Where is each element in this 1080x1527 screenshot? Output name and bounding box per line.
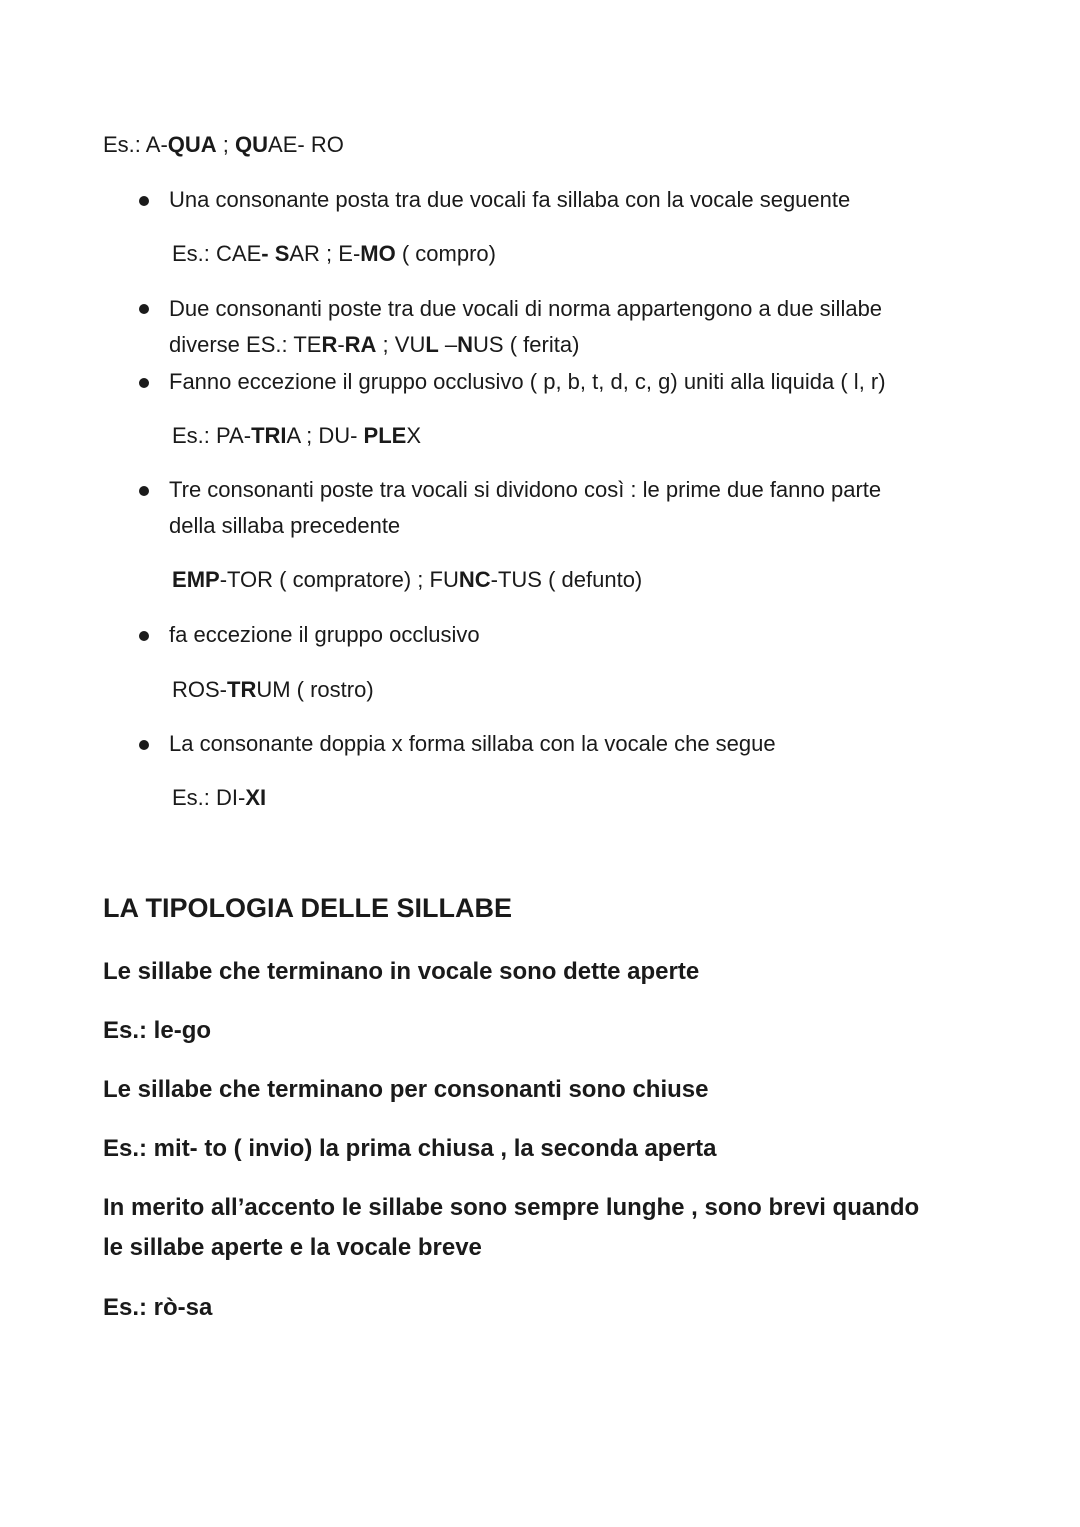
intro-example-part: AE- RO xyxy=(268,132,344,157)
intro-example-part: ; xyxy=(216,132,236,157)
rule-occlusive-exception-2: fa eccezione il gruppo occlusivo xyxy=(169,622,480,647)
paragraph-accent: In merito all’accento le sillabe sono sempre lunghe , sono brevi quando xyxy=(103,1194,920,1221)
example-part: Es.: PA- xyxy=(172,423,252,448)
section-heading: LA TIPOLOGIA DELLE SILLABE xyxy=(103,893,512,923)
example-bold: R xyxy=(321,332,338,357)
example-part: -TUS ( defunto) xyxy=(490,567,643,592)
example-bold: NC xyxy=(458,567,491,592)
bullet-dot-icon xyxy=(139,631,149,641)
intro-example-part: Es.: A- xyxy=(103,132,168,157)
bullet-dot-icon xyxy=(139,486,149,496)
intro-example xyxy=(103,131,344,159)
example-bold: PLE xyxy=(363,423,407,448)
rule-single-consonant: Una consonante posta tra due vocali fa sillaba con la vocale seguente xyxy=(169,187,851,212)
paragraph-open-syllables: Le sillabe che terminano in vocale sono dette aperte xyxy=(103,958,700,985)
example-part: ( compro) xyxy=(395,241,496,266)
example-part: - xyxy=(337,332,345,357)
example-mitto: Es.: mit- to ( invio) la prima chiusa , la seconda aperta xyxy=(103,1135,717,1162)
paragraph-accent-cont: le sillabe aperte e la vocale breve xyxy=(103,1234,482,1261)
example-dixi xyxy=(172,784,266,812)
example-single-consonant xyxy=(172,240,496,268)
example-part: US ( ferita) xyxy=(473,332,580,357)
example-bold: RA xyxy=(344,332,377,357)
example-part: A ; DU- xyxy=(286,423,364,448)
intro-example-bold: QU xyxy=(235,132,269,157)
example-part: Es.: DI- xyxy=(172,785,246,810)
example-bold: XI xyxy=(245,785,267,810)
bullet-dot-icon xyxy=(139,740,149,750)
rule-two-consonants-cont xyxy=(169,331,579,359)
example-bold: MO xyxy=(360,241,396,266)
example-rostrum xyxy=(172,676,374,704)
example-part: UM ( rostro) xyxy=(256,677,374,702)
example-bold: TR xyxy=(227,677,257,702)
example-part: AR ; E- xyxy=(289,241,361,266)
example-bold: E xyxy=(172,567,187,592)
rule-occlusive-exception: Fanno eccezione il gruppo occlusivo ( p, b, t, d, c, g) uniti alla liquida ( l, r) xyxy=(169,369,886,394)
rule-double-consonant-x: La consonante doppia x forma sillaba con la vocale che segue xyxy=(169,731,776,756)
example-bold: N xyxy=(457,332,474,357)
example-part: Es.: CAE xyxy=(172,241,262,266)
paragraph-closed-syllables: Le sillabe che terminano per consonanti sono chiuse xyxy=(103,1076,709,1103)
example-part: diverse ES.: TE xyxy=(169,332,322,357)
bullet-dot-icon xyxy=(139,378,149,388)
example-bold: - S xyxy=(261,241,290,266)
example-lego: Es.: le-go xyxy=(103,1017,212,1044)
example-part: X xyxy=(406,423,422,448)
example-rosa: Es.: rò-sa xyxy=(103,1294,213,1321)
rule-two-consonants: Due consonanti poste tra due vocali di norma appartengono a due sillabe xyxy=(169,296,883,321)
example-bold: TRI xyxy=(251,423,287,448)
bullet-dot-icon xyxy=(139,304,149,314)
example-part: ROS- xyxy=(172,677,227,702)
example-three-consonants xyxy=(172,566,642,594)
example-part: – xyxy=(438,332,458,357)
rule-three-consonants: Tre consonanti poste tra vocali si dividono così : le prime due fanno parte xyxy=(169,477,882,502)
example-occlusive xyxy=(172,422,421,450)
bullet-dot-icon xyxy=(139,196,149,206)
example-part: ; VU xyxy=(376,332,426,357)
example-bold: MP xyxy=(186,567,220,592)
example-bold: L xyxy=(425,332,439,357)
intro-example-bold: QUA xyxy=(167,132,217,157)
example-part: -TOR ( compratore) ; FU xyxy=(219,567,459,592)
rule-three-consonants-cont: della sillaba precedente xyxy=(169,513,401,538)
